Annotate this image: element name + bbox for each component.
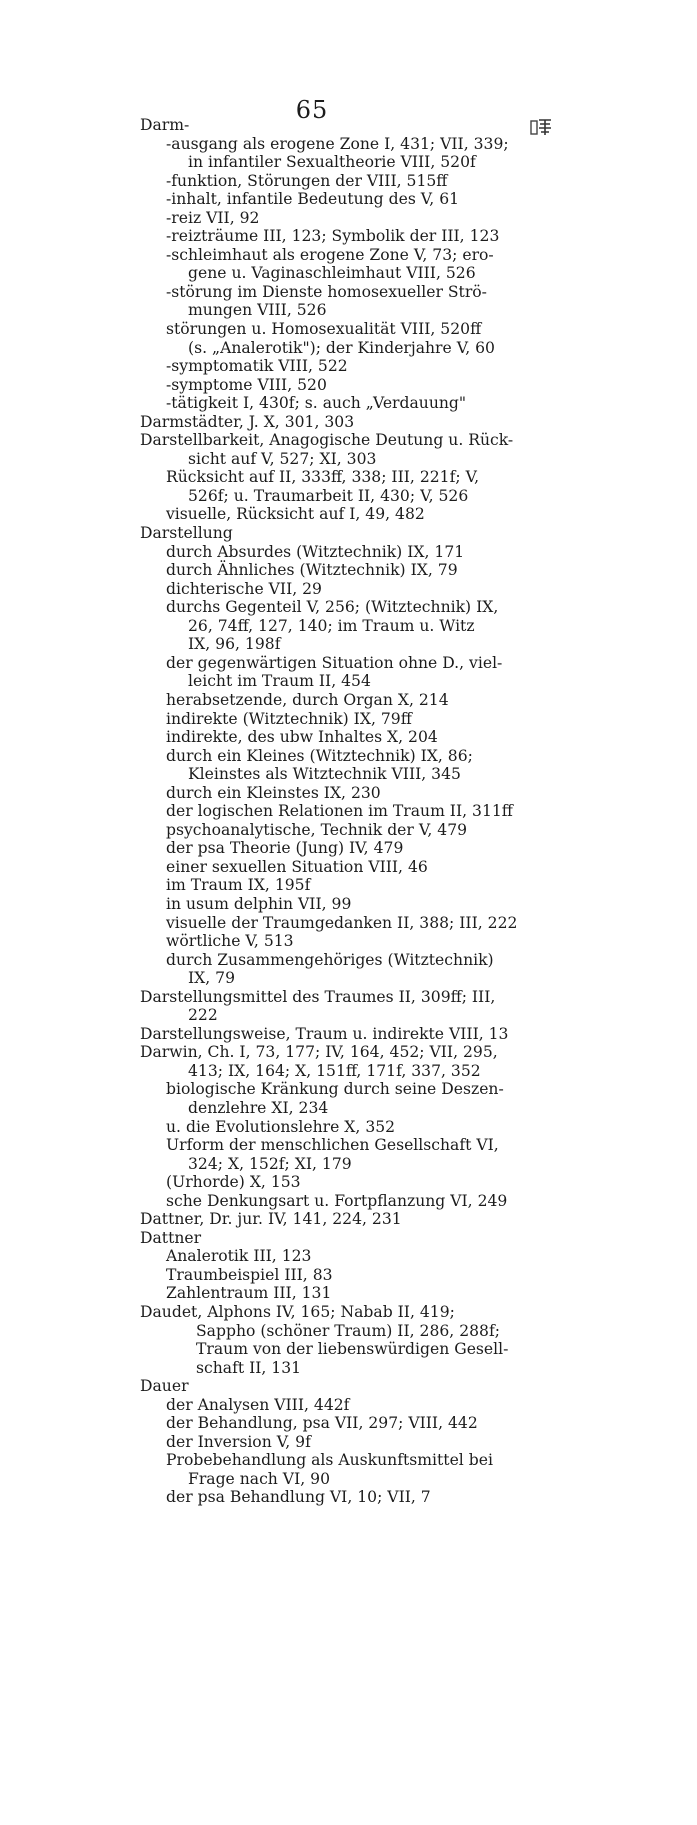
index-line: der psa Theorie (Jung) IV, 479	[166, 839, 404, 858]
index-line: in infantiler Sexualtheorie VIII, 520f	[188, 153, 476, 172]
index-line: -reizträume III, 123; Symbolik der III, 123	[166, 227, 500, 246]
index-line: leicht im Traum II, 454	[188, 672, 371, 691]
index-line: Dattner, Dr. jur. IV, 141, 224, 231	[140, 1210, 402, 1229]
index-line: IX, 79	[188, 969, 236, 988]
index-line: der psa Behandlung VI, 10; VII, 7	[166, 1488, 431, 1507]
index-line: Rücksicht auf II, 333ff, 338; III, 221f; V,	[166, 468, 480, 487]
index-line: Darwin, Ch. I, 73, 177; IV, 164, 452; VII, 295,	[140, 1043, 498, 1062]
index-line: indirekte (Witztechnik) IX, 79ff	[166, 709, 412, 728]
index-line: durch ein Kleines (Witztechnik) IX, 86;	[166, 746, 473, 765]
index-line: -tätigkeit I, 430f; s. auch „Verdauung"	[166, 394, 467, 413]
index-line: Darstellungsweise, Traum u. indirekte VIII, 13	[140, 1024, 509, 1043]
index-line: IX, 96, 198f	[188, 635, 281, 654]
index-line: Urform der menschlichen Gesellschaft VI,	[166, 1136, 499, 1155]
index-line: Darstellbarkeit, Anagogische Deutung u. Rück-	[140, 431, 514, 450]
index-line: Zahlentraum III, 131	[166, 1284, 332, 1303]
index-line: sche Denkungsart u. Fortpflanzung VI, 249	[166, 1191, 508, 1210]
index-line: der gegenwärtigen Situation ohne D., viel-	[166, 653, 503, 672]
index-line: Dauer	[140, 1377, 189, 1396]
index-entries	[140, 116, 558, 1507]
index-line: -funktion, Störungen der VIII, 515ff	[166, 171, 448, 190]
index-line: Probebehandlung als Auskunftsmittel bei	[166, 1451, 493, 1470]
index-line: Sappho (schöner Traum) II, 286, 288f;	[196, 1321, 500, 1340]
index-line: 324; X, 152f; XI, 179	[188, 1154, 352, 1173]
index-line: durchs Gegenteil V, 256; (Witztechnik) IX,	[166, 598, 499, 617]
index-line: mungen VIII, 526	[188, 301, 327, 320]
index-line: -ausgang als erogene Zone I, 431; VII, 339;	[166, 134, 509, 153]
index-line: 222	[188, 1006, 218, 1025]
index-line: u. die Evolutionslehre X, 352	[166, 1117, 396, 1136]
index-line: Darstellungsmittel des Traumes II, 309ff; III,	[140, 987, 496, 1006]
index-line: Darm-	[140, 116, 190, 134]
index-line: 413; IX, 164; X, 151ff, 171f, 337, 352	[188, 1061, 481, 1080]
index-line: -störung im Dienste homosexueller Strö-	[166, 282, 487, 301]
index-line: -symptome VIII, 520	[166, 375, 327, 394]
index-line: -inhalt, infantile Bedeutung des V, 61	[166, 190, 460, 209]
index-line: 26, 74ff, 127, 140; im Traum u. Witz	[188, 616, 475, 635]
index-line: denzlehre XI, 234	[188, 1098, 329, 1117]
index-line: Darstellung	[140, 524, 233, 543]
index-line: durch ein Kleinstes IX, 230	[166, 783, 381, 802]
page-number: 65	[295, 96, 329, 124]
index-line: einer sexuellen Situation VIII, 46	[166, 857, 428, 876]
index-line: Darmstädter, J. X, 301, 303	[140, 412, 355, 431]
index-line: -symptomatik VIII, 522	[166, 357, 348, 376]
index-line: gene u. Vaginaschleimhaut VIII, 526	[188, 264, 476, 283]
index-line: Traumbeispiel III, 83	[166, 1265, 333, 1284]
index-line: der logischen Relationen im Traum II, 311ff	[166, 802, 513, 821]
index-line: dichterische VII, 29	[166, 579, 322, 598]
index-line: im Traum IX, 195f	[166, 876, 311, 895]
index-line: durch Absurdes (Witztechnik) IX, 171	[166, 542, 465, 561]
index-line: 526f; u. Traumarbeit II, 430; V, 526	[188, 486, 469, 505]
index-line: wörtliche V, 513	[166, 932, 294, 951]
index-line: (Urhorde) X, 153	[166, 1173, 301, 1192]
index-line: -reiz VII, 92	[166, 208, 260, 227]
index-line: biologische Kränkung durch seine Deszen-	[166, 1080, 504, 1099]
index-line: Kleinstes als Witztechnik VIII, 345	[188, 765, 461, 784]
index-line: in usum delphin VII, 99	[166, 894, 352, 913]
index-line: visuelle der Traumgedanken II, 388; III, 222	[166, 913, 518, 932]
index-line: Frage nach VI, 90	[188, 1469, 330, 1488]
index-line: -schleimhaut als erogene Zone V, 73; ero-	[166, 245, 494, 264]
index-line: Analerotik III, 123	[166, 1247, 312, 1266]
index-line: störungen u. Homosexualität VIII, 520ff	[166, 320, 482, 339]
index-line: (s. „Analerotik"); der Kinderjahre V, 60	[188, 338, 495, 357]
index-line: durch Ähnliches (Witztechnik) IX, 79	[166, 561, 458, 580]
index-line: der Behandlung, psa VII, 297; VIII, 442	[166, 1414, 478, 1433]
index-line: schaft II, 131	[196, 1358, 302, 1377]
index-line: psychoanalytische, Technik der V, 479	[166, 820, 468, 839]
index-line: sicht auf V, 527; XI, 303	[188, 449, 377, 468]
index-line: Traum von der liebenswürdigen Gesell-	[196, 1340, 509, 1359]
index-line: indirekte, des ubw Inhaltes X, 204	[166, 728, 438, 747]
index-line: Dattner	[140, 1228, 202, 1247]
index-line: der Inversion V, 9f	[166, 1432, 311, 1451]
index-line: Daudet, Alphons IV, 165; Nabab II, 419;	[140, 1303, 455, 1321]
index-line: der Analysen VIII, 442f	[166, 1395, 350, 1414]
index-line: visuelle, Rücksicht auf I, 49, 482	[166, 505, 425, 524]
index-line: herabsetzende, durch Organ X, 214	[166, 690, 449, 709]
index-line: durch Zusammengehöriges (Witztechnik)	[166, 950, 494, 969]
